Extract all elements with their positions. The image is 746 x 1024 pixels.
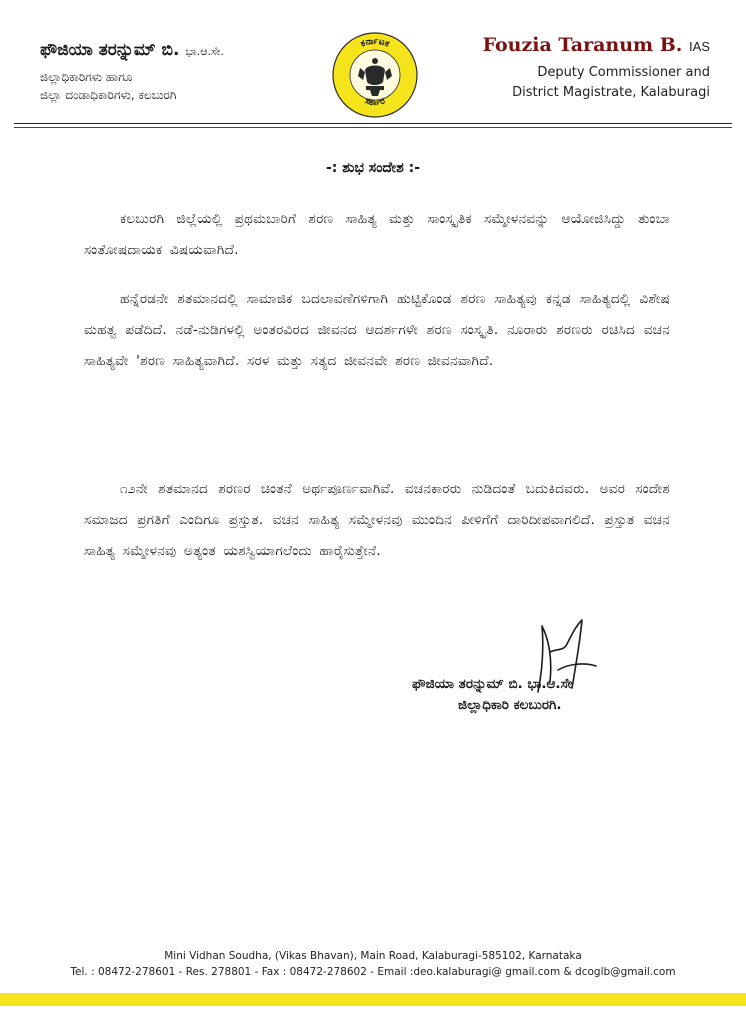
message-paragraph-2 [84, 284, 670, 377]
kannada-name-text: ಫೌಜಿಯಾ ತರನ್ನುಮ್ ಬಿ. [40, 40, 180, 60]
paragraph-2-text: ಹನ್ನೆರಡನೇ ಶತಮಾನದಲ್ಲಿ ಸಾಮಾಜಿಕ ಬದಲಾವಣೆಗಳಿಗಾಗಿ ಹುಟ್ಟಿಕೊಂಡ ಶರಣ ಸಾಹಿತ್ಯವು ಕನ್ನಡ ಸಾಹಿತ್ಯದಲ್ಲಿ ವಿಶೇಷ ಮಹತ್ವ ಪಡೆದಿದೆ. ನಡೆ-ನುಡಿಗಳಲ್ಲಿ ಅಂತರವಿರದ ಜೀವನದ ಆದರ್ಶಗಳೇ ಶರಣ ಸಂಸ್ಕೃತಿ. ನೂರಾರು ಶರಣರು ರಚಿಸಿದ ವಚನ ಸಾಹಿತ್ಯವೇ 'ಶರಣ ಸಾಹಿತ್ಯವಾಗಿದೆ. ಸರಳ ಮತ್ತು ಸತ್ಯದ ಜೀವನವೇ ಶರಣ ಜೀವನವಾಗಿದೆ. [84, 291, 670, 369]
signatory-title: ಜಿಲ್ಲಾಧಿಕಾರಿ ಕಲಬುರಗಿ. [458, 697, 562, 713]
seal-top-text: ಕರ್ನಾಟಕ [359, 36, 391, 50]
footer-address: Mini Vidhan Soudha, (Vikas Bhavan), Main Road, Kalaburagi-585102, Karnataka [164, 950, 582, 962]
kannada-officer-name [40, 40, 224, 60]
english-name-text: Fouzia Taranum B. [482, 34, 683, 56]
karnataka-emblem-seal-icon [330, 30, 420, 120]
letterhead-divider-thin [14, 127, 732, 128]
svg-text:ಸರ್ಕಾರ [364, 96, 387, 108]
kannada-service-text: ಭಾ.ಆ.ಸೇ. [185, 45, 224, 58]
footer-color-band [0, 993, 746, 1006]
kannada-role-line1: ಜಿಲ್ಲಾಧಿಕಾರಿಗಳು ಹಾಗೂ [40, 70, 133, 84]
message-paragraph-1 [84, 204, 670, 266]
kannada-role-line2: ಜಿಲ್ಲಾ ದಂಡಾಧಿಕಾರಿಗಳು, ಕಲಬುರಗಿ [40, 88, 177, 102]
seal-bottom-text: ಸರ್ಕಾರ [363, 96, 387, 109]
paragraph-1-text: ಕಲಬುರಗಿ ಜಿಲ್ಲೆಯಲ್ಲಿ ಪ್ರಥಮಬಾರಿಗೆ ಶರಣ ಸಾಹಿತ್ಯ ಮತ್ತು ಸಾಂಸ್ಕೃತಿಕ ಸಮ್ಮೇಳನವನ್ನು ಆಯೋಜಿಸಿದ್ದು ತುಂಬಾ ಸಂತೋಷದಾಯಕ ವಿಷಯವಾಗಿದೆ. [84, 211, 670, 258]
english-service-text: IAS [689, 39, 710, 54]
message-heading: -: ಶುಭ ಸಂದೇಶ :- [325, 160, 421, 176]
signatory-name: ಫೌಜಿಯಾ ತರನ್ನುಮ್ ಬಿ. ಭಾ.ಆ.ಸೇ [412, 676, 573, 692]
letterhead-divider [14, 123, 732, 124]
english-officer-name [483, 34, 710, 56]
english-role-line1: Deputy Commissioner and [537, 65, 710, 80]
message-paragraph-3 [84, 474, 670, 567]
footer-contact: Tel. : 08472-278601 - Res. 278801 - Fax : 08472-278602 - Email :deo.kalaburagi@ gmail.com & dcoglb@gmail.com [70, 966, 676, 978]
english-role-line2: District Magistrate, Kalaburagi [512, 85, 710, 100]
paragraph-3-text: ೧೨ನೇ ಶತಮಾನದ ಶರಣರ ಚಿಂತನೆ ಅರ್ಥಪೂರ್ಣವಾಗಿವೆ. ವಚನಕಾರರು ನುಡಿದಂತೆ ಬದುಕಿದವರು. ಅವರ ಸಂದೇಶ ಸಮಾಜದ ಪ್ರಗತಿಗೆ ಎಂದಿಗೂ ಪ್ರಸ್ತುತ. ವಚನ ಸಾಹಿತ್ಯ ಸಮ್ಮೇಳನವು ಮುಂದಿನ ಪೀಳಿಗೆಗೆ ದಾರಿದೀಪವಾಗಲಿದೆ. ಪ್ರಸ್ತುತ ವಚನ ಸಾಹಿತ್ಯ ಸಮ್ಮೇಳನವು ಅತ್ಯಂತ ಯಶಸ್ವಿಯಾಗಲೆಂದು ಹಾರೈಸುತ್ತೇನೆ. [84, 481, 670, 559]
